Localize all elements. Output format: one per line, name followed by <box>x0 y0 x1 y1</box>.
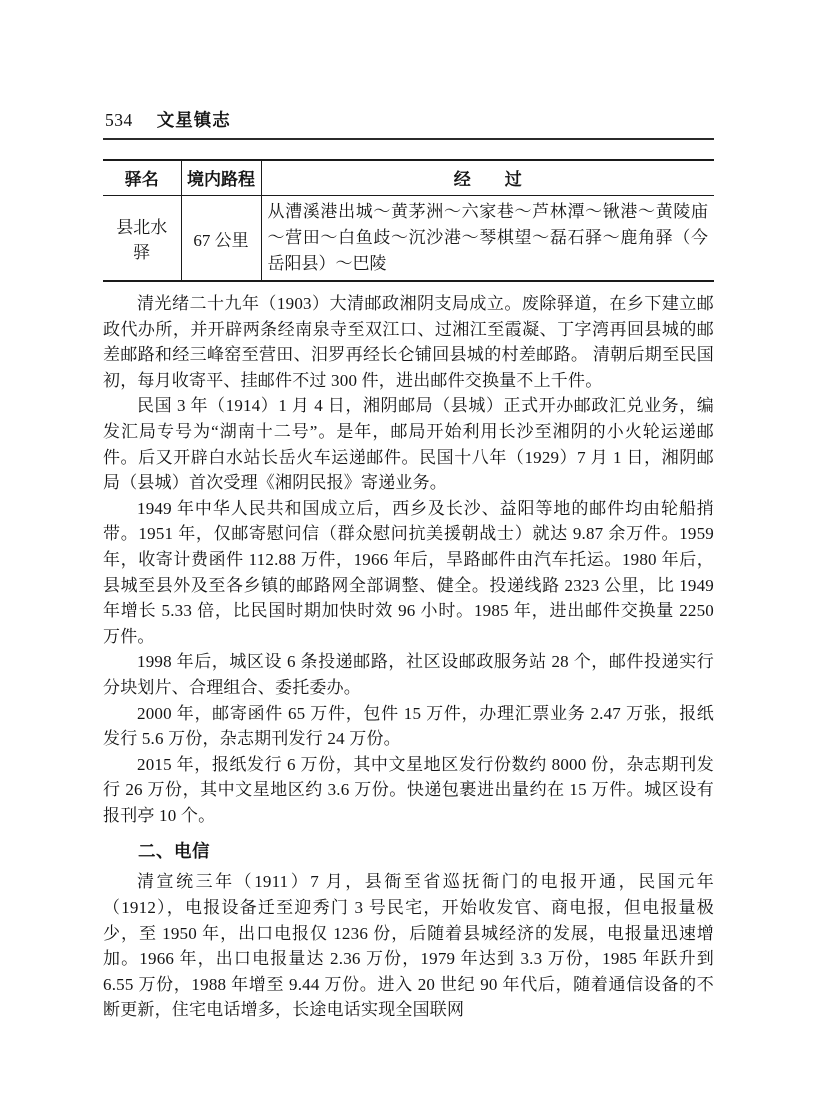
column-header-station: 驿名 <box>103 160 181 196</box>
paragraph-postal-5: 2000 年，邮寄函件 65 万件，包件 15 万件，办理汇票业务 2.47 万张，报纸发行 5.6 万份，杂志期刊发行 24 万份。 <box>103 703 714 749</box>
page-content <box>103 107 714 1023</box>
distance-cell: 67 公里 <box>181 196 261 282</box>
book-title: 文星镇志 <box>156 110 231 130</box>
station-name-cell: 县北水驿 <box>116 218 168 262</box>
body-text <box>103 291 714 1023</box>
table-row <box>103 196 714 282</box>
paragraph-telecom-1: 清宣统三年（1911）7 月，县衙至省巡抚衙门的电报开通，民国元年（1912），电报设备迁至迎秀门 3 号民宅，开始收发官、商电报，但电报量极少，至 1950 年，出口电报仅 1236 份，后随着县城经济的发展，电报量迅速增加。1966 年，出口电报量达 2.36 万份，1979 年达到 3.3 万份，1985 年跃升到 6.55 万份，1988 年增至 9.44 万份。进入 20 世纪 90 年代后，随着通信设备的不断更新，住宅电话增多，长途电话实现全国联网 <box>103 872 714 1020</box>
column-header-distance: 境内路程 <box>181 160 261 196</box>
paragraph-postal-3: 1949 年中华人民共和国成立后，西乡及长沙、益阳等地的邮件均由轮船捎带。1951 年，仅邮寄慰问信（群众慰问抗美援朝战士）就达 9.87 余万件。1959 年，收寄计费函件 112.88 万件，1966 年后，旱路邮件由汽车托运。1980 年后，县城至县外及至各乡镇的邮路网全部调整、健全。投递线路 2323 公里，比 1949 年增长 5.33 倍，比民国时期加快时效 96 小时。1985 年，进出邮件交换量 2250 万件。 <box>103 498 714 646</box>
paragraph-postal-2: 民国 3 年（1914）1 月 4 日，湘阴邮局（县城）正式开办邮政汇兑业务，编发汇局专号为“湖南十二号”。是年，邮局开始利用长沙至湘阴的小火轮运递邮件。后又开辟白水站长岳火车运递邮件。民国十八年（1929）7 月 1 日，湘阴邮局（县城）首次受理《湘阴民报》寄递业务。 <box>103 396 714 493</box>
paragraph-postal-1: 清光绪二十九年（1903）大清邮政湘阴支局成立。废除驿道，在乡下建立邮政代办所，并开辟两条经南泉寺至双江口、过湘江至霞凝、丁字湾再回县城的邮差邮路和经三峰窑至营田、汨罗再经长仑铺回县城的村差邮路。 清朝后期至民国初，每月收寄平、挂邮件不过 300 件，进出邮件交换量不上千件。 <box>103 294 714 390</box>
paragraph-postal-4: 1998 年后，城区设 6 条投递邮路，社区设邮政服务站 28 个，邮件投递实行分块划片、合理组合、委托委办。 <box>103 652 714 697</box>
paragraph-postal-6: 2015 年，报纸发行 6 万份，其中文星地区发行份数约 8000 份，杂志期刊发行 26 万份，其中文星地区约 3.6 万份。快递包裹进出量约在 15 万件。城区设有报刊亭 10 个。 <box>103 754 714 825</box>
section-heading-telecom: 二、电信 <box>138 841 210 862</box>
column-header-route: 经 过 <box>261 160 714 196</box>
route-cell: 从漕溪港出城～黄茅洲～六家巷～芦林潭～锹港～黄陵庙～营田～白鱼歧～沉沙港～琴棋望～磊石驿～鹿角驿（今岳阳县）～巴陵 <box>261 196 714 282</box>
post-route-table <box>103 159 714 282</box>
table-header-row <box>103 160 714 196</box>
page-header <box>103 107 714 140</box>
page-number: 534 <box>105 110 133 130</box>
